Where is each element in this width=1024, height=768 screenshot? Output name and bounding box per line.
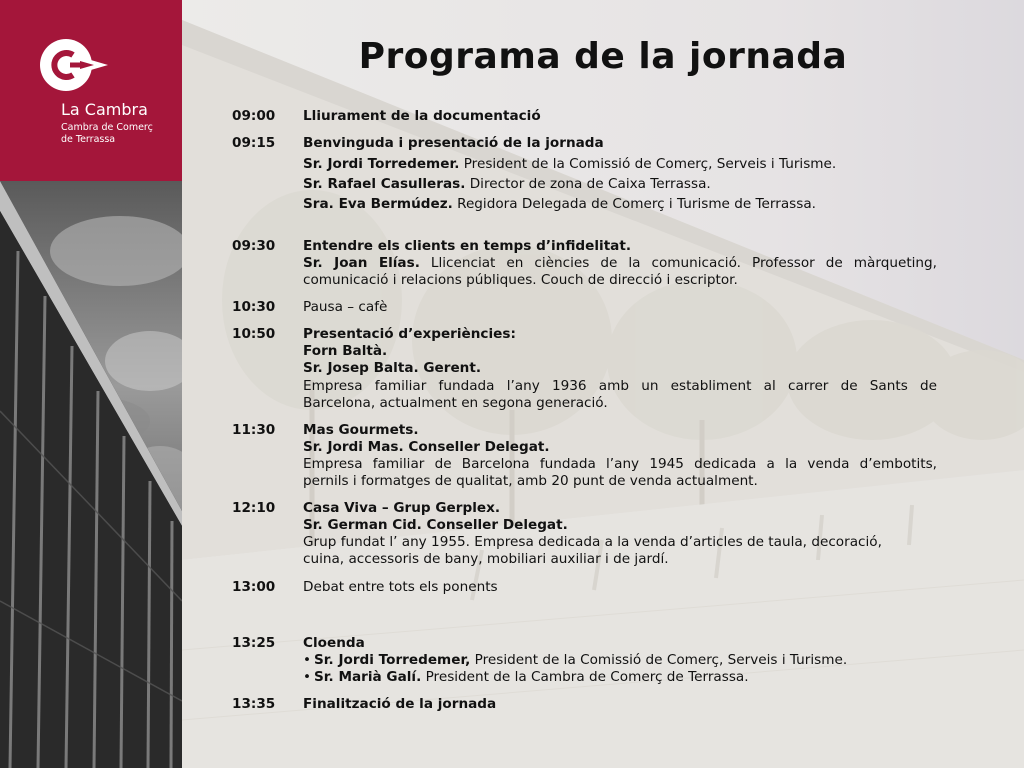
list-item: [303, 669, 937, 686]
speaker-role: President de la Comissió de Comerç, Serveis i Turisme.: [474, 652, 848, 668]
company-description: pernils i formatges de qualitat, amb 20 punt de venda actualment.: [303, 473, 758, 489]
speaker-name: Sr. Joan Elías.: [303, 255, 420, 271]
agenda-title: Finalització de la jornada: [303, 696, 497, 712]
speaker-role: Director de zona de Caixa Terrassa.: [469, 176, 711, 192]
speaker-name: Sr. Rafael Casulleras.: [303, 176, 466, 192]
agenda-time: 09:00: [232, 108, 276, 124]
brand-subtitle-1: Cambra de Comerç: [61, 122, 153, 133]
company-description: Grup fundat l’ any 1955. Empresa dedicada a la venda d’articles de taula, decoració,: [303, 534, 882, 550]
company-description: Empresa familiar fundada l’any 1936 amb un establiment al carrer de Sants de: [303, 378, 937, 394]
speaker-name: Sr. Jordi Mas. Conseller Delegat.: [303, 439, 550, 455]
speaker-line: [303, 156, 937, 173]
speaker-line: [303, 196, 937, 213]
page-title: Programa de la jornada: [358, 36, 848, 77]
agenda-title: Presentació d’experiències:: [303, 326, 516, 342]
bullet-icon: •: [303, 652, 312, 668]
speaker-name: Sra. Eva Bermúdez.: [303, 196, 453, 212]
company-description: Empresa familiar de Barcelona fundada l’any 1945 dedicada a la venda d’embotits,: [303, 456, 937, 472]
agenda-time: 09:15: [232, 135, 276, 151]
company-description: Barcelona, actualment en segona generació.: [303, 395, 608, 411]
speaker-name: Sr. Marià Galí.: [314, 669, 422, 685]
speaker-role: President de la Cambra de Comerç de Terrassa.: [425, 669, 749, 685]
speaker-role: Regidora Delegada de Comerç i Turisme de Terrassa.: [457, 196, 817, 212]
agenda-time: 13:35: [232, 696, 276, 712]
brand-subtitle-2: de Terrassa: [61, 134, 116, 145]
speaker-name: Sr. German Cid. Conseller Delegat.: [303, 517, 568, 533]
speaker-description: Llicenciat en ciències de la comunicació. Professor de màrqueting,: [430, 255, 937, 271]
speaker-name: Sr. Josep Balta. Gerent.: [303, 360, 482, 376]
company-name: Mas Gourmets.: [303, 422, 419, 438]
agenda-title: Benvinguda i presentació de la jornada: [303, 135, 604, 151]
company-name: Forn Baltà.: [303, 343, 388, 359]
agenda-time: 10:30: [232, 299, 276, 315]
agenda-time: 13:00: [232, 579, 276, 595]
agenda-time: 12:10: [232, 500, 276, 516]
agenda-time: 13:25: [232, 635, 276, 651]
speaker-name: Sr. Jordi Torredemer,: [314, 652, 471, 668]
speaker-name: Sr. Jordi Torredemer.: [303, 156, 460, 172]
list-item: [303, 652, 937, 669]
agenda-title: Cloenda: [303, 635, 365, 651]
speaker-line: [303, 176, 937, 193]
brand-name: La Cambra: [61, 100, 148, 119]
speaker-description: comunicació i relacions públiques. Couch de direcció i escriptor.: [303, 272, 738, 288]
agenda-time: 11:30: [232, 422, 276, 438]
agenda-title: Lliurament de la documentació: [303, 108, 541, 124]
bullet-icon: •: [303, 669, 312, 685]
agenda-title: Debat entre tots els ponents: [303, 579, 498, 595]
company-description: cuina, accessoris de bany, mobiliari auxiliar i de jardí.: [303, 551, 669, 567]
agenda-time: 10:50: [232, 326, 276, 342]
agenda-title: Pausa – cafè: [303, 299, 388, 315]
speaker-line: [303, 255, 937, 272]
agenda-title: Entendre els clients en temps d’infidelitat.: [303, 238, 632, 254]
company-name: Casa Viva – Grup Gerplex.: [303, 500, 501, 516]
agenda-time: 09:30: [232, 238, 276, 254]
speaker-role: President de la Comissió de Comerç, Serveis i Turisme.: [463, 156, 837, 172]
